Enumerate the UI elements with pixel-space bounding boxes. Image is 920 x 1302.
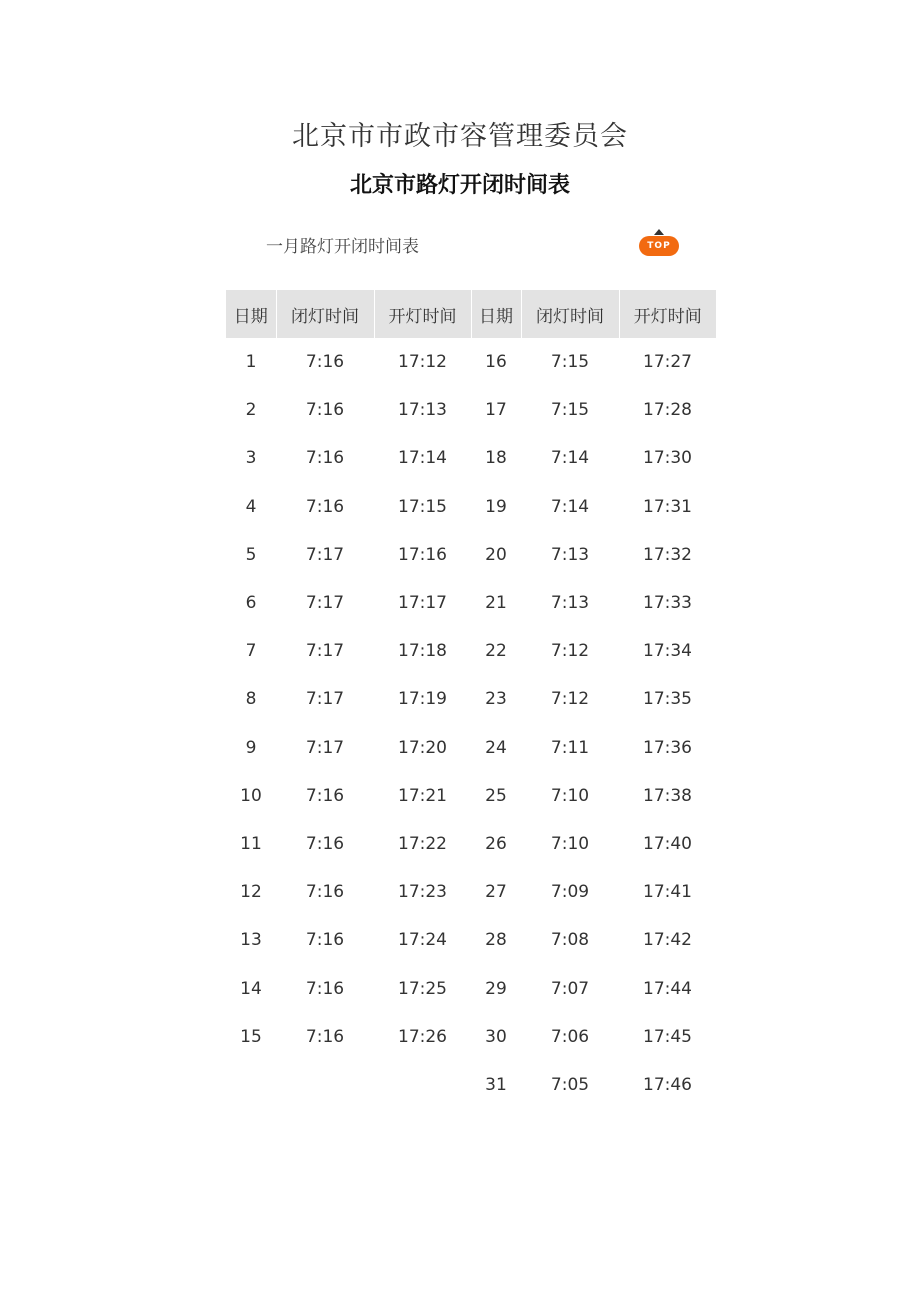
cell-date: 30 (485, 1026, 507, 1047)
table-row (226, 627, 716, 675)
table-row (226, 964, 716, 1012)
cell-off-time: 7:16 (305, 400, 345, 421)
cell-date: 1 (245, 352, 257, 373)
cell-on-time: 17:21 (398, 785, 447, 806)
cell-off-time: 7:05 (550, 1074, 590, 1095)
table-row (226, 1061, 716, 1109)
cell-off-time: 7:17 (305, 593, 345, 614)
cell-on-time: 17:19 (398, 689, 447, 710)
cell-date: 28 (485, 930, 507, 951)
table-row (226, 579, 716, 627)
cell-date: 31 (485, 1074, 507, 1095)
cell-off-time: 7:17 (305, 641, 345, 662)
cell-on-time: 17:30 (643, 448, 692, 469)
cell-on-time: 17:28 (643, 400, 692, 421)
cell-on-time: 17:44 (643, 978, 692, 999)
cell-on-time: 17:40 (643, 833, 692, 854)
header-off-time-left: 闭灯时间 (276, 290, 374, 338)
cell-date: 6 (245, 593, 257, 614)
cell-on-time: 17:20 (398, 737, 447, 758)
cell-date: 25 (485, 785, 507, 806)
cell-date: 26 (485, 833, 507, 854)
cell-date: 18 (485, 448, 507, 469)
arrow-up-icon (654, 229, 664, 235)
cell-on-time: 17:12 (398, 352, 447, 373)
header-on-time-left: 开灯时间 (374, 290, 471, 338)
cell-on-time: 17:34 (643, 641, 692, 662)
cell-date: 7 (245, 641, 257, 662)
table-row (226, 916, 716, 964)
cell-date: 9 (245, 737, 257, 758)
cell-off-time: 7:12 (550, 641, 590, 662)
cell-off-time: 7:14 (550, 496, 590, 517)
header-date-right: 日期 (471, 290, 521, 338)
cell-on-time: 17:36 (643, 737, 692, 758)
table-row (226, 868, 716, 916)
table-body (226, 338, 716, 1109)
cell-on-time: 17:16 (398, 544, 447, 565)
cell-on-time: 17:13 (398, 400, 447, 421)
table-row (226, 434, 716, 482)
cell-on-time: 17:35 (643, 689, 692, 710)
cell-on-time: 17:23 (398, 882, 447, 903)
cell-on-time: 17:24 (398, 930, 447, 951)
cell-off-time: 7:16 (305, 882, 345, 903)
cell-date: 19 (485, 496, 507, 517)
page-subtitle: 北京市路灯开闭时间表 (349, 173, 570, 198)
cell-off-time: 7:16 (305, 448, 345, 469)
cell-on-time: 17:31 (643, 496, 692, 517)
cell-off-time: 7:13 (550, 593, 590, 614)
cell-date: 23 (485, 689, 507, 710)
cell-off-time: 7:16 (305, 930, 345, 951)
cell-off-time: 7:15 (550, 352, 590, 373)
table-row (226, 531, 716, 579)
back-to-top-button[interactable] (639, 229, 679, 258)
table-row (226, 820, 716, 868)
cell-on-time: 17:25 (398, 978, 447, 999)
cell-on-time: 17:41 (643, 882, 692, 903)
cell-date: 21 (485, 593, 507, 614)
table-row (226, 1013, 716, 1061)
cell-date: 2 (245, 400, 257, 421)
cell-on-time (374, 1061, 471, 1109)
header-off-time-right: 闭灯时间 (521, 290, 619, 338)
cell-off-time: 7:17 (305, 737, 345, 758)
cell-date: 17 (485, 400, 507, 421)
cell-on-time: 17:45 (643, 1026, 692, 1047)
cell-off-time: 7:12 (550, 689, 590, 710)
cell-off-time: 7:16 (305, 352, 345, 373)
cell-off-time: 7:07 (550, 978, 590, 999)
cell-date: 24 (485, 737, 507, 758)
cell-date: 10 (240, 785, 262, 806)
table-row (226, 386, 716, 434)
cell-off-time: 7:16 (305, 1026, 345, 1047)
cell-off-time: 7:17 (305, 544, 345, 565)
cell-on-time: 17:27 (643, 352, 692, 373)
cell-date: 14 (240, 978, 262, 999)
cell-date: 27 (485, 882, 507, 903)
cell-date: 16 (485, 352, 507, 373)
header-on-time-right: 开灯时间 (619, 290, 716, 338)
header-date-left: 日期 (226, 290, 276, 338)
cell-on-time: 17:15 (398, 496, 447, 517)
cell-off-time: 7:10 (550, 785, 590, 806)
cell-off-time: 7:11 (550, 737, 590, 758)
cell-off-time: 7:14 (550, 448, 590, 469)
cell-date: 4 (245, 496, 257, 517)
cell-date: 22 (485, 641, 507, 662)
table-row (226, 772, 716, 820)
cell-on-time: 17:46 (643, 1074, 692, 1095)
cell-on-time: 17:18 (398, 641, 447, 662)
table-row (226, 675, 716, 723)
cell-on-time: 17:33 (643, 593, 692, 614)
cell-date: 15 (240, 1026, 262, 1047)
cell-on-time: 17:22 (398, 833, 447, 854)
table-header-row (226, 290, 716, 338)
cell-on-time: 17:38 (643, 785, 692, 806)
cell-date: 29 (485, 978, 507, 999)
cell-off-time (276, 1061, 374, 1109)
cell-off-time: 7:16 (305, 785, 345, 806)
cell-date: 11 (240, 833, 262, 854)
cell-date: 12 (240, 882, 262, 903)
cell-off-time: 7:17 (305, 689, 345, 710)
cell-on-time: 17:32 (643, 544, 692, 565)
cell-off-time: 7:16 (305, 833, 345, 854)
cell-off-time: 7:06 (550, 1026, 590, 1047)
cell-on-time: 17:17 (398, 593, 447, 614)
cell-date: 3 (245, 448, 257, 469)
cell-off-time: 7:09 (550, 882, 590, 903)
cell-date: 20 (485, 544, 507, 565)
cell-off-time: 7:10 (550, 833, 590, 854)
section-label: 一月路灯开闭时间表 (266, 237, 419, 257)
table-row (226, 724, 716, 772)
cell-on-time: 17:42 (643, 930, 692, 951)
table-row (226, 338, 716, 386)
cell-off-time: 7:15 (550, 400, 590, 421)
cell-on-time: 17:26 (398, 1026, 447, 1047)
cell-date: 5 (245, 544, 257, 565)
cell-off-time: 7:16 (305, 496, 345, 517)
streetlight-schedule-table (226, 290, 716, 1109)
cell-date: 8 (245, 689, 257, 710)
top-button-label: TOP (639, 236, 679, 256)
cell-off-time: 7:16 (305, 978, 345, 999)
cell-off-time: 7:13 (550, 544, 590, 565)
cell-off-time: 7:08 (550, 930, 590, 951)
cell-date (226, 1061, 276, 1109)
cell-on-time: 17:14 (398, 448, 447, 469)
table-row (226, 483, 716, 531)
cell-date: 13 (240, 930, 262, 951)
page-title: 北京市市政市容管理委员会 (292, 121, 628, 152)
